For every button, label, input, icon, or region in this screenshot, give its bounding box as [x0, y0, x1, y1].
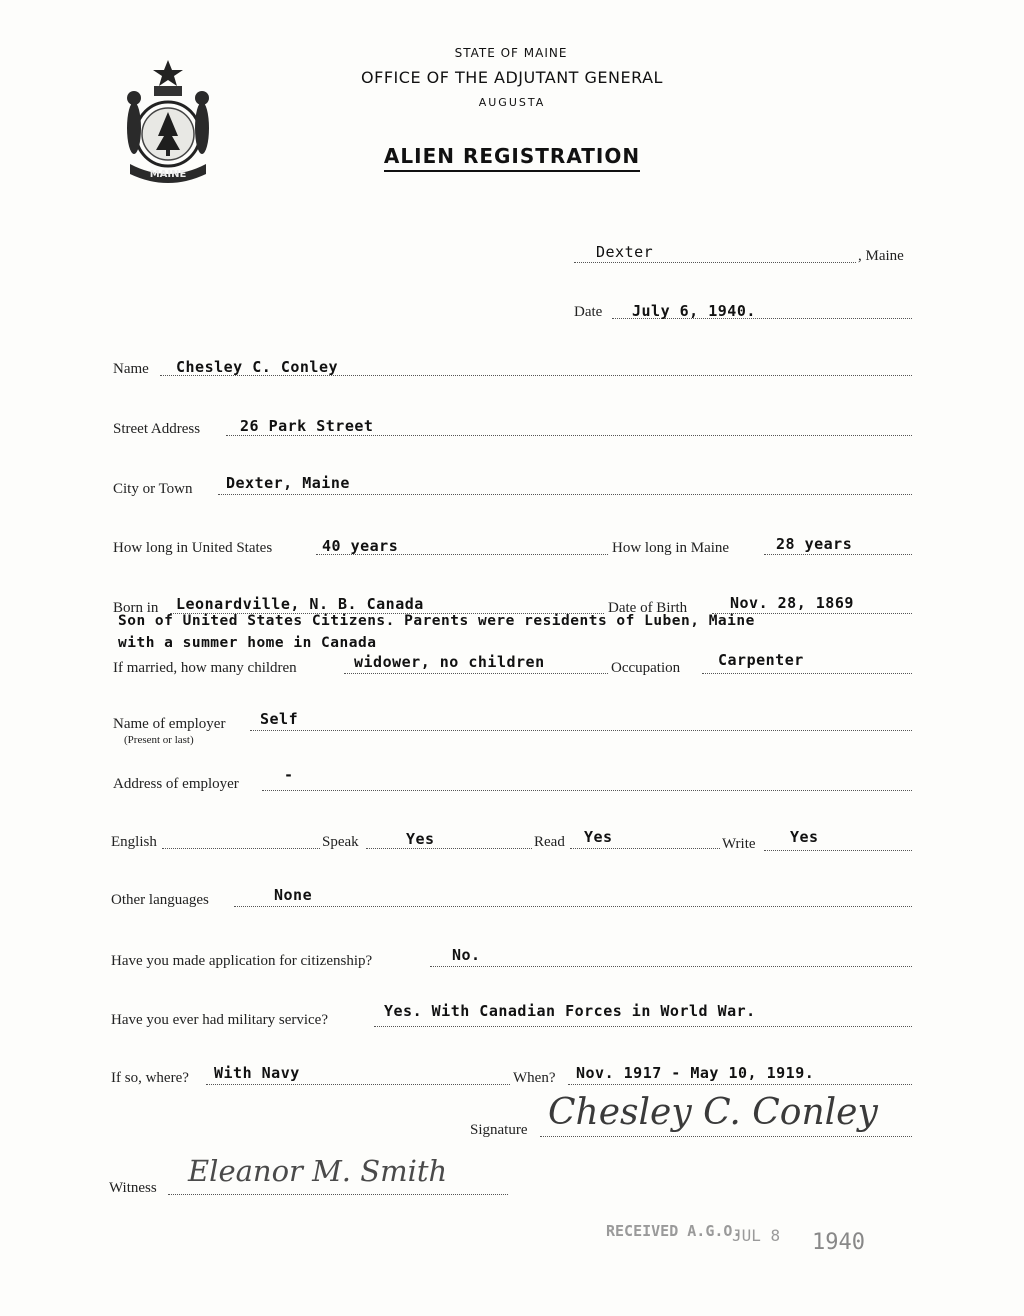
witness-line [168, 1194, 508, 1195]
english-label: English [111, 834, 157, 850]
street-value: 26 Park Street [240, 417, 374, 435]
signature-handwriting: Chesley C. Conley [548, 1092, 878, 1133]
speak-line [366, 848, 532, 849]
where-value: With Navy [214, 1064, 300, 1082]
how-long-us-label: How long in United States [113, 540, 273, 556]
city-line [218, 494, 912, 495]
born-in-label: Born in [113, 600, 159, 616]
signature-label: Signature [470, 1122, 528, 1138]
write-label: Write [722, 836, 756, 852]
occupation-value: Carpenter [718, 651, 804, 669]
when-line [568, 1084, 912, 1085]
note-line-2: with a summer home in Canada [118, 635, 377, 651]
employer-note: (Present or last) [124, 734, 194, 746]
read-label: Read [534, 834, 565, 850]
how-long-us-value: 40 years [322, 537, 399, 555]
date-label: Date [574, 304, 603, 320]
received-stamp-year: 1940 [812, 1230, 865, 1255]
how-long-maine-line [764, 554, 912, 555]
married-value: widower, no children [354, 653, 545, 671]
other-languages-value: None [274, 886, 313, 904]
witness-label: Witness [109, 1180, 157, 1196]
street-line [226, 435, 912, 436]
employer-line [250, 730, 912, 731]
employer-label: Name of employer [113, 716, 226, 732]
city-heading: AUGUSTA [478, 96, 546, 109]
how-long-maine-value: 28 years [776, 535, 853, 553]
town-value: Dexter [596, 243, 654, 261]
citizenship-value: No. [452, 946, 481, 964]
employer-address-line [262, 790, 912, 791]
street-label: Street Address [113, 421, 201, 437]
employer-value: Self [260, 710, 299, 728]
received-stamp: RECEIVED A.G.O. [606, 1222, 742, 1240]
date-of-birth-label: Date of Birth [608, 600, 688, 616]
name-label: Name [113, 361, 149, 377]
military-label: Have you ever had military service? [111, 1012, 328, 1028]
date-value: July 6, 1940. [632, 302, 756, 320]
received-stamp-date: JUL 8 [732, 1226, 781, 1245]
military-line [374, 1026, 912, 1027]
name-value: Chesley C. Conley [176, 358, 339, 376]
married-line [344, 673, 608, 674]
city-label: City or Town [113, 481, 193, 497]
write-value: Yes [790, 828, 819, 846]
where-line [206, 1084, 510, 1085]
read-line [570, 848, 720, 849]
office-heading: OFFICE OF THE ADJUTANT GENERAL [361, 68, 663, 87]
speak-label: Speak [322, 834, 359, 850]
city-value: Dexter, Maine [226, 474, 350, 492]
form-title: ALIEN REGISTRATION [0, 144, 1024, 168]
maine-label: , Maine [858, 248, 904, 264]
note-line-1: Son of United States Citizens. Parents were residents of Luben, Maine [118, 613, 755, 629]
other-languages-line [234, 906, 912, 907]
when-label: When? [513, 1070, 556, 1086]
seal-banner-text: MAINE [149, 169, 187, 180]
speak-value: Yes [406, 830, 435, 848]
citizenship-line [430, 966, 912, 967]
date-of-birth-value: Nov. 28, 1869 [730, 594, 854, 612]
signature-line [540, 1136, 912, 1137]
state-heading: STATE OF MAINE [454, 46, 568, 60]
employer-address-value: - [284, 766, 294, 784]
born-in-value: Leonardville, N. B. Canada [176, 595, 424, 613]
where-label: If so, where? [111, 1070, 189, 1086]
witness-handwriting: Eleanor M. Smith [188, 1154, 448, 1188]
citizenship-label: Have you made application for citizenship? [111, 953, 373, 969]
military-value: Yes. With Canadian Forces in World War. [384, 1002, 756, 1020]
other-languages-label: Other languages [111, 892, 209, 908]
write-line [764, 850, 912, 851]
read-value: Yes [584, 828, 613, 846]
occupation-line [702, 673, 912, 674]
married-label: If married, how many children [113, 660, 297, 676]
town-line [574, 262, 856, 263]
how-long-maine-label: How long in Maine [612, 540, 730, 556]
when-value: Nov. 1917 - May 10, 1919. [576, 1064, 815, 1082]
english-line [162, 848, 320, 849]
employer-address-label: Address of employer [113, 776, 239, 792]
occupation-label: Occupation [611, 660, 681, 676]
